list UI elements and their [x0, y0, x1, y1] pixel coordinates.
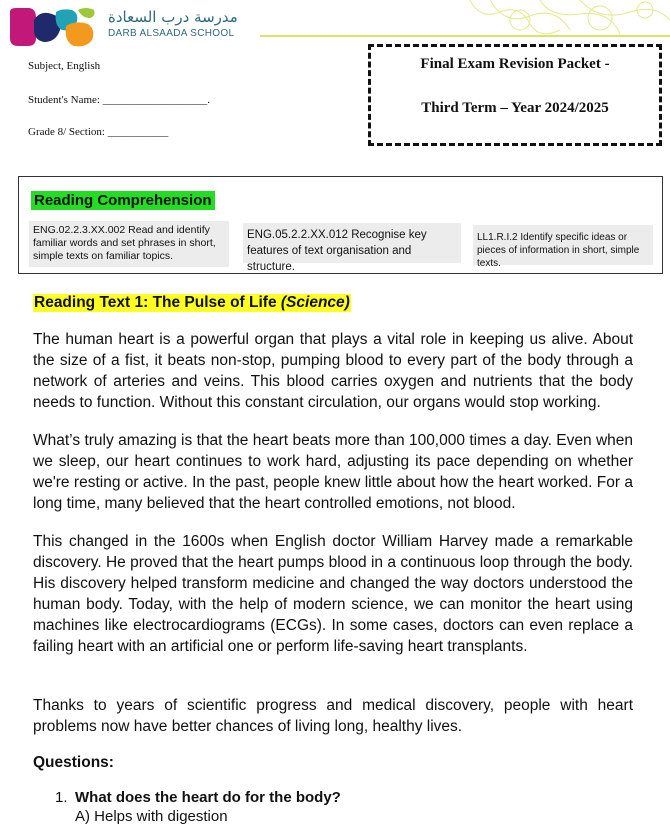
grade-section-field: Grade 8/ Section: ___________	[28, 126, 169, 138]
questions-heading: Questions:	[33, 754, 114, 771]
header-accent-line	[260, 35, 670, 37]
skills-box	[18, 176, 663, 274]
skill-outcome: LL1.R.I.2 Identify specific ideas or pieces of information in short, simple texts.	[473, 225, 653, 265]
reading-paragraph: What’s truly amazing is that the heart beats more than 100,000 times a day. Even when we sleep, our heart continues to work hard, adjusting its pace depending on whether we're resting or active. In the past, people knew little about how the heart worked. For a long time, many believed that the heart controlled emotions, not blood.	[33, 432, 633, 512]
school-logo	[6, 6, 98, 48]
reading-paragraph: This changed in the 1600s when English doctor William Harvey made a remarkable discovery. He proved that the heart pumps blood in a continuous loop through the body. His discovery helped transform medicine and changed the way doctors understood the human body. Today, with the help of modern science, we can monitor the heart using machines like electrocardiograms (ECGs). In some cases, doctors can even replace a failing heart with an artificial one or perform life-saving heart transplants.	[33, 533, 633, 655]
skill-outcome: ENG.05.2.2.XX.012 Recognise key features of text organisation and structure.	[243, 223, 461, 263]
skill-outcome: ENG.02.2.3.XX.002 Read and identify familiar words and set phrases in short, simple texts on familiar topics.	[29, 221, 229, 267]
reading-paragraph: The human heart is a powerful organ that plays a vital role in keeping us alive. About the size of a fist, it beats non-stop, pumping blood to every part of the body through a network of arteries and veins. This blood carries oxygen and nutrients that the body needs to function. Without this constant circulation, our organs would stop working.	[33, 331, 633, 411]
reading-title-topic: (Science)	[280, 294, 350, 311]
skills-heading: Reading Comprehension	[31, 191, 215, 210]
exam-term-year: Third Term – Year 2024/2025	[421, 100, 609, 116]
logo-shape-orange	[66, 22, 94, 46]
question-text: What does the heart do for the body?	[75, 789, 341, 806]
reading-title-text: Reading Text 1: The Pulse of Life	[34, 294, 281, 311]
logo-shape-magenta	[10, 8, 36, 46]
answer-option[interactable]: A) Helps with digestion	[75, 808, 228, 825]
exam-title-box	[368, 44, 662, 146]
question-number: 1.	[55, 789, 68, 806]
subject-label: Subject, English	[28, 60, 101, 72]
question-item	[55, 789, 341, 806]
student-name-field: Student's Name: ___________________.	[28, 94, 210, 106]
reading-title	[33, 294, 351, 312]
reading-paragraph: Thanks to years of scientific progress and medical discovery, people with heart problems now have better chances of living long, healthy lives.	[33, 697, 633, 735]
school-name-english: DARB ALSAADA SCHOOL	[108, 28, 235, 39]
school-name-arabic: مدرسة درب السعادة	[108, 8, 238, 26]
logo-shape-green	[78, 8, 95, 18]
exam-title: Final Exam Revision Packet -	[420, 56, 610, 72]
